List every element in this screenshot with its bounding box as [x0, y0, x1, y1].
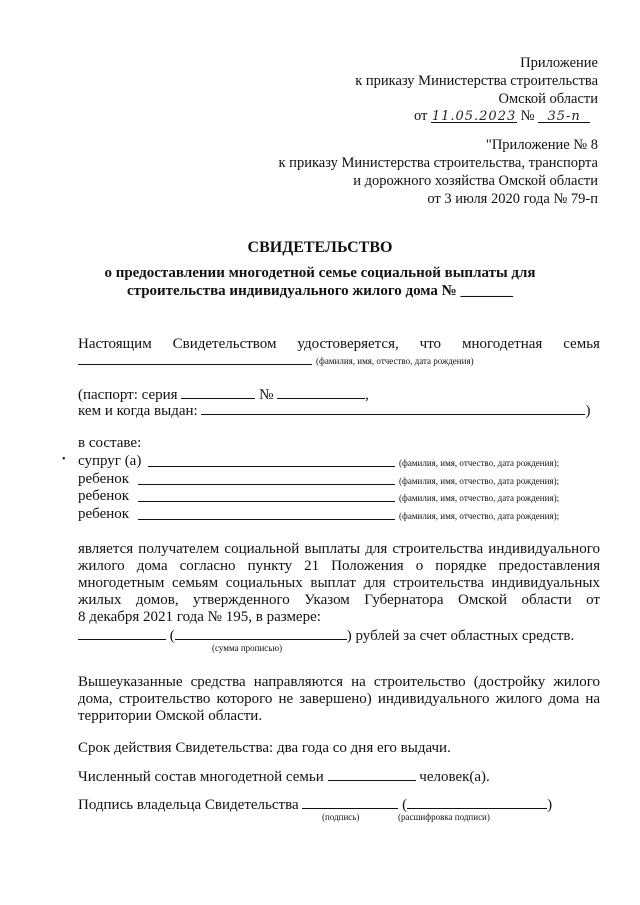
member-child2-field[interactable] [138, 501, 395, 502]
recipient-line4: жилых домов, утвержденного Указом Губернатора Омской области от [78, 592, 600, 608]
appendix-label: Приложение [520, 55, 598, 71]
signature-line: Подпись владельца Свидетельства ( ) [78, 794, 552, 815]
margin-dot: • [62, 454, 66, 465]
signature-decode-hint: (расшифровка подписи) [398, 812, 490, 822]
family-size-unit: человек(а). [419, 769, 490, 785]
member-child1-hint: (фамилия, имя, отчество, дата рождения); [399, 476, 560, 486]
family-fio-field[interactable] [78, 364, 312, 365]
family-size-line [78, 766, 490, 787]
family-size-field[interactable] [328, 766, 416, 781]
member-child2-role: ребенок [78, 488, 130, 504]
amount-line: ( ) рублей за счет областных средств. [78, 625, 574, 646]
member-child1-field[interactable] [138, 484, 395, 485]
orig-appendix-line2: к приказу Министерства строительства, транспорта [278, 155, 598, 171]
passport-series-field[interactable] [181, 384, 255, 399]
intro-line [78, 335, 600, 354]
subtitle-line1: о предоставлении многодетной семье социальной выплаты для [104, 265, 536, 281]
amount-hint: (сумма прописью) [212, 643, 283, 653]
purpose-line1: Вышеуказанные средства направляются на строительство (достройку жилого [78, 674, 600, 690]
signature-hint: (подпись) [322, 812, 360, 822]
validity-text: Срок действия Свидетельства: два года со дня его выдачи. [78, 740, 451, 756]
recipient-line2: жилого дома согласно пункту 21 Положения о порядке предоставления [78, 558, 600, 574]
intro-word: семья [563, 336, 600, 352]
amount-tail: рублей за счет областных средств. [355, 628, 575, 644]
passport-series-label: (паспорт: серия [78, 387, 178, 403]
intro-word: удостоверяется, [297, 336, 399, 352]
amount-words-field[interactable] [175, 625, 347, 640]
signature-label: Подпись владельца Свидетельства [78, 797, 299, 813]
recipient-line1: является получателем социальной выплаты для строительства индивидуального [78, 541, 600, 557]
purpose-line3: территории Омской области. [78, 708, 263, 724]
from-prefix: от [414, 108, 428, 124]
member-child2-hint: (фамилия, имя, отчество, дата рождения); [399, 493, 560, 503]
member-child3-role: ребенок [78, 506, 130, 522]
recipient-line3: многодетным семьям социальных выплат для строительства индивидуальных [78, 575, 600, 591]
passport-number-field[interactable] [277, 384, 365, 399]
issued-by-close: ) [585, 403, 591, 419]
appendix-order: к приказу Министерства строительства [355, 73, 598, 89]
member-child3-field[interactable] [138, 519, 395, 520]
subtitle-line2: строительства индивидуального жилого дома № _______ [126, 283, 513, 299]
intro-word: Настоящим [78, 336, 152, 352]
issued-by-label: кем и когда выдан: [78, 403, 198, 419]
handwritten-number: 35-п [538, 108, 590, 123]
signature-field[interactable] [302, 794, 398, 809]
appendix-date-row [414, 107, 590, 125]
member-spouse-hint: (фамилия, имя, отчество, дата рождения); [399, 458, 560, 468]
intro-word: что [419, 336, 442, 352]
issued-by-field[interactable] [201, 400, 585, 415]
handwritten-date: 11.05.2023 [431, 109, 517, 124]
number-sign: № [520, 108, 535, 124]
orig-appendix-line1: "Приложение № 8 [485, 137, 598, 153]
orig-appendix-line4: от 3 июля 2020 года № 79-п [427, 191, 598, 207]
document-title: СВИДЕТЕЛЬСТВО [247, 239, 393, 256]
member-child1-role: ребенок [78, 471, 130, 487]
intro-word: многодетная [461, 336, 543, 352]
appendix-region: Омской области [498, 91, 598, 107]
passport-comma: , [365, 387, 369, 403]
family-size-label: Численный состав многодетной семьи [78, 769, 324, 785]
composition-label: в составе: [78, 435, 142, 451]
member-spouse-role: супруг (а) [78, 453, 142, 469]
passport-line2 [78, 400, 590, 421]
member-spouse-field[interactable] [148, 466, 395, 467]
signature-decode-field[interactable] [407, 794, 547, 809]
recipient-line5: 8 декабря 2021 года № 195, в размере: [78, 609, 321, 625]
family-fio-hint: (фамилия, имя, отчество, дата рождения) [316, 356, 474, 366]
intro-word: Свидетельством [172, 336, 277, 352]
amount-number-field[interactable] [78, 625, 166, 640]
member-child3-hint: (фамилия, имя, отчество, дата рождения); [399, 511, 560, 521]
purpose-line2: дома, строительство которого не завершено) индивидуального жилого дома на [78, 691, 600, 707]
passport-number-sign: № [259, 387, 274, 403]
orig-appendix-line3: и дорожного хозяйства Омской области [353, 173, 598, 189]
